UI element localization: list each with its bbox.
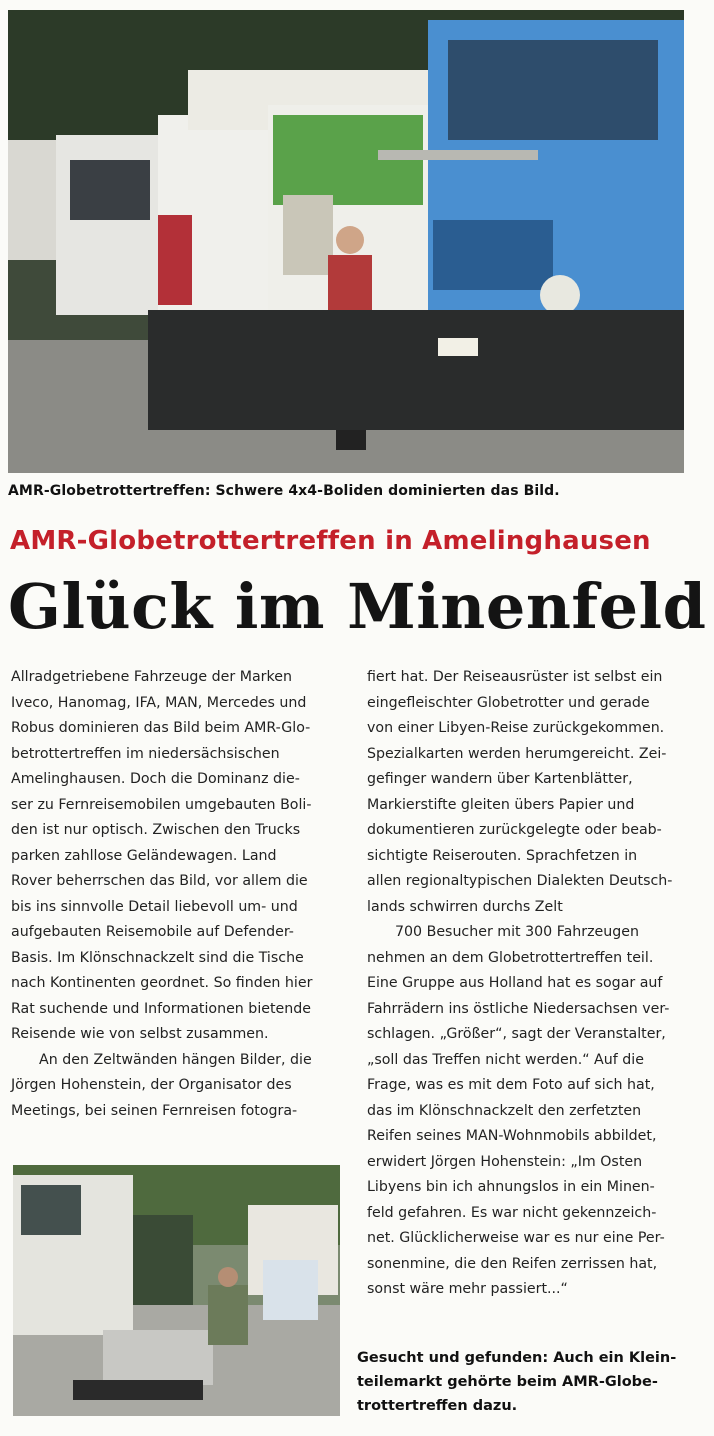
text-line: Fahrrädern ins östliche Niedersachsen ver- <box>367 1000 670 1017</box>
text-line: Amelinghausen. Doch die Dominanz die- <box>11 771 300 787</box>
text-line: „soll das Treffen nicht werden.“ Auf die <box>367 1051 644 1068</box>
text-line: Iveco, Hanomag, IFA, MAN, Mercedes und <box>11 694 307 711</box>
caption-line: Gesucht und gefunden: Auch ein Klein- <box>357 1350 677 1366</box>
text-line: net. Glücklicherweise war es nur eine Per- <box>367 1230 665 1246</box>
text-line: allen regionaltypischen Dialekten Deutsch- <box>367 873 673 889</box>
article-kicker: AMR-Globetrottertreffen in Amelinghausen <box>10 526 651 556</box>
text-line: Frage, was es mit dem Foto auf sich hat, <box>367 1077 655 1093</box>
text-line: den ist nur optisch. Zwischen den Trucks <box>11 822 301 838</box>
text-line: erwidert Jörgen Hohenstein: „Im Osten <box>367 1153 643 1170</box>
text-line: lands schwirren durchs Zelt <box>367 898 563 915</box>
text-line: aufgebauten Reisemobile auf Defender- <box>11 924 294 940</box>
text-line: schlagen. „Größer“, sagt der Veranstalter, <box>367 1026 666 1042</box>
text-line: ser zu Fernreisemobilen umgebauten Boli- <box>11 796 312 813</box>
text-line: Rat suchende und Informationen bietende <box>11 1000 312 1017</box>
text-line: sonenmine, die den Reifen zerrissen hat, <box>367 1255 658 1272</box>
photo-caption-top: AMR-Globetrottertreffen: Schwere 4x4-Boliden dominierten das Bild. <box>8 483 560 499</box>
photo-caption-bottom <box>357 1346 687 1418</box>
text-line: betrottertreffen im niedersächsischen <box>11 745 280 762</box>
text-line: Meetings, bei seinen Fernreisen fotogra- <box>11 1102 298 1119</box>
photo-parts-market <box>13 1165 340 1416</box>
text-line: fiert hat. Der Reiseausrüster ist selbst ein <box>367 669 663 685</box>
text-line: dokumentieren zurückgelegte oder beab- <box>367 822 662 838</box>
text-line: 700 Besucher mit 300 Fahrzeugen <box>395 924 639 940</box>
text-line: Robus dominieren das Bild beim AMR-Glo- <box>11 720 311 736</box>
text-line: das im Klönschnackzelt den zerfetzten <box>367 1102 642 1119</box>
text-line: nehmen an dem Globetrottertreffen teil. <box>367 949 654 966</box>
trucks-lineup-illustration <box>8 10 684 473</box>
text-line: Allradgetriebene Fahrzeuge der Marken <box>11 669 292 685</box>
text-line: Basis. Im Klönschnackzelt sind die Tische <box>11 949 304 966</box>
article-column-left <box>11 665 329 1124</box>
article-column-right <box>367 665 692 1303</box>
text-line: Reifen seines MAN-Wohnmobils abbildet, <box>367 1128 657 1144</box>
article-headline: Glück im Minenfeld <box>8 570 707 643</box>
text-line: von einer Libyen-Reise zurückgekommen. <box>367 720 665 736</box>
text-line: feld gefahren. Es war nicht gekennzeich- <box>367 1204 657 1221</box>
text-line: Eine Gruppe aus Holland hat es sogar auf <box>367 975 663 991</box>
text-line: Reisende wie von selbst zusammen. <box>11 1026 269 1042</box>
text-line: Jörgen Hohenstein, der Organisator des <box>11 1077 292 1093</box>
text-line: gefinger wandern über Kartenblätter, <box>367 771 633 787</box>
text-line: Spezialkarten werden herumgereicht. Zei- <box>367 745 667 762</box>
text-line: Markierstifte gleiten übers Papier und <box>367 796 635 813</box>
text-line: Libyens bin ich ahnungslos in ein Minen- <box>367 1179 655 1195</box>
photo-trucks-lineup <box>8 10 684 473</box>
text-line: Rover beherrschen das Bild, vor allem die <box>11 873 308 889</box>
text-line: parken zahllose Geländewagen. Land <box>11 847 277 864</box>
text-line: eingefleischter Globetrotter und gerade <box>367 694 650 711</box>
text-line: nach Kontinenten geordnet. So finden hier <box>11 975 313 991</box>
text-line: sichtigte Reiserouten. Sprachfetzen in <box>367 847 638 864</box>
parts-market-illustration <box>13 1165 340 1416</box>
caption-line: trottertreffen dazu. <box>357 1398 518 1414</box>
text-line: bis ins sinnvolle Detail liebevoll um- und <box>11 898 298 915</box>
text-line: An den Zeltwänden hängen Bilder, die <box>39 1051 312 1068</box>
text-line: sonst wäre mehr passiert...“ <box>367 1281 568 1297</box>
caption-line: teilemarkt gehörte beim AMR-Globe- <box>357 1374 658 1390</box>
